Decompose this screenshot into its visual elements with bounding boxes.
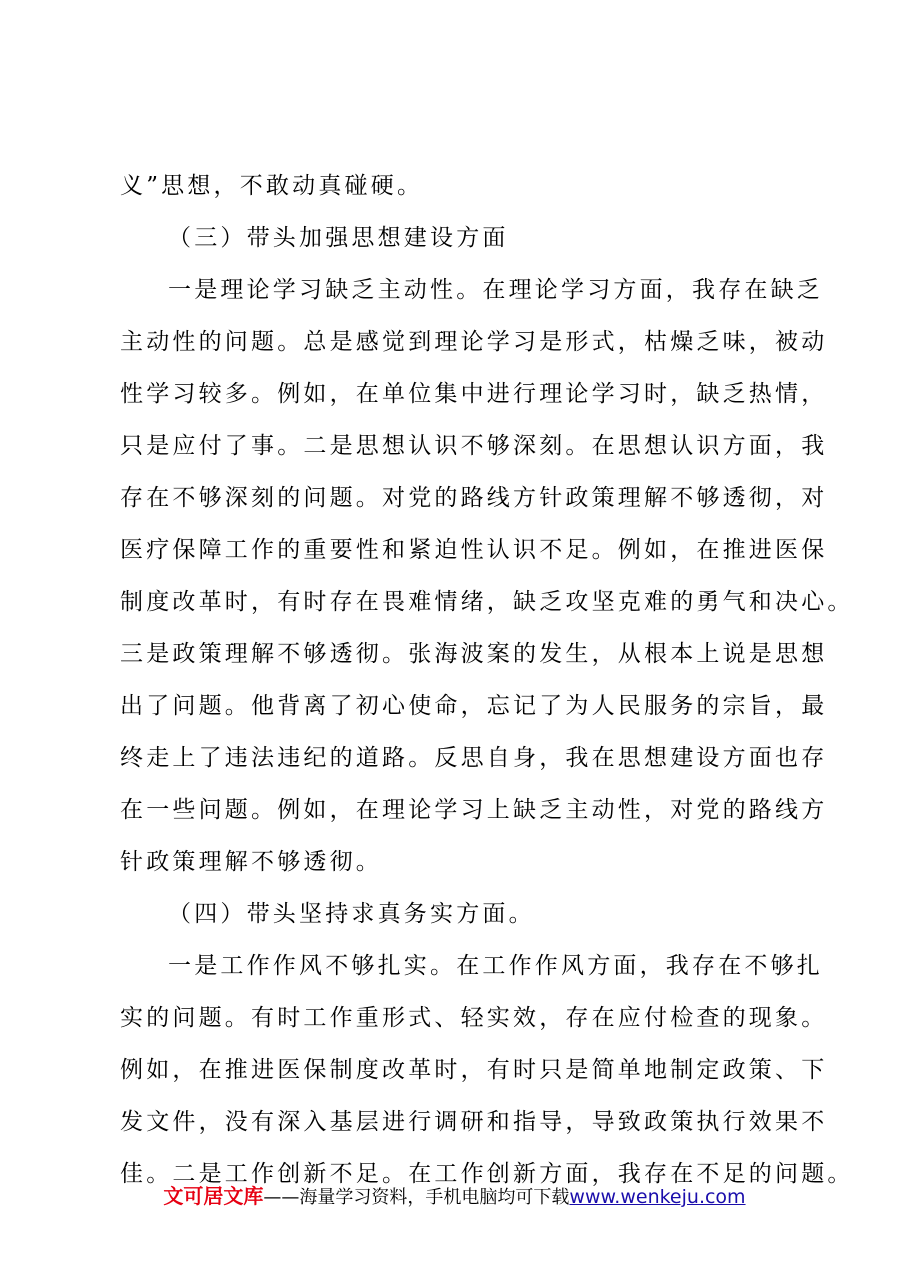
document-body — [120, 160, 854, 1200]
text-line: 在一些问题。例如，在理论学习上缺乏主动性，对党的路线方 — [120, 797, 828, 823]
text-line: 针政策理解不够透彻。 — [120, 849, 382, 875]
text-line: 只是应付了事。二是思想认识不够深刻。在思想认识方面，我 — [120, 433, 828, 459]
text-line: 存在不够深刻的问题。对党的路线方针政策理解不够透彻，对 — [120, 485, 828, 511]
text-line: 医疗保障工作的重要性和紧迫性认识不足。例如，在推进医保 — [120, 537, 828, 563]
text-line: 三是政策理解不够透彻。张海波案的发生，从根本上说是思想 — [120, 641, 828, 667]
text-line: 发文件，没有深入基层进行调研和指导，导致政策执行效果不 — [120, 1109, 828, 1135]
section-heading: （三）带头加强思想建设方面 — [168, 225, 509, 251]
text-line: 义”思想，不敢动真碰硬。 — [120, 173, 424, 199]
text-line: 佳。二是工作创新不足。在工作创新方面，我存在不足的问题。 — [120, 1161, 854, 1187]
text-line: 出了问题。他背离了初心使命，忘记了为人民服务的宗旨，最 — [120, 693, 828, 719]
text-line: 一是工作作风不够扎实。在工作作风方面，我存在不够扎 — [168, 953, 823, 979]
text-line: 一是理论学习缺乏主动性。在理论学习方面，我存在缺乏 — [168, 277, 823, 303]
text-line: 性学习较多。例如，在单位集中进行理论学习时，缺乏热情， — [120, 381, 828, 407]
text-line: 实的问题。有时工作重形式、轻实效，存在应付检查的现象。 — [120, 1005, 828, 1031]
section-heading: （四）带头坚持求真务实方面。 — [168, 901, 535, 927]
footer-url-link[interactable]: www.wenkeju.com — [569, 1186, 746, 1208]
footer-watermark — [0, 1180, 909, 1209]
text-line: 制度改革时，有时存在畏难情绪，缺乏攻坚克难的勇气和决心。 — [120, 589, 854, 615]
text-line: 主动性的问题。总是感觉到理论学习是形式，枯燥乏味，被动 — [120, 329, 828, 355]
footer-slogan: ——海量学习资料，手机电脑均可下载 — [263, 1187, 570, 1208]
text-line: 终走上了违法违纪的道路。反思自身，我在思想建设方面也存 — [120, 745, 828, 771]
text-line: 例如，在推进医保制度改革时，有时只是简单地制定政策、下 — [120, 1057, 828, 1083]
footer-brand: 文可居文库 — [163, 1184, 264, 1208]
